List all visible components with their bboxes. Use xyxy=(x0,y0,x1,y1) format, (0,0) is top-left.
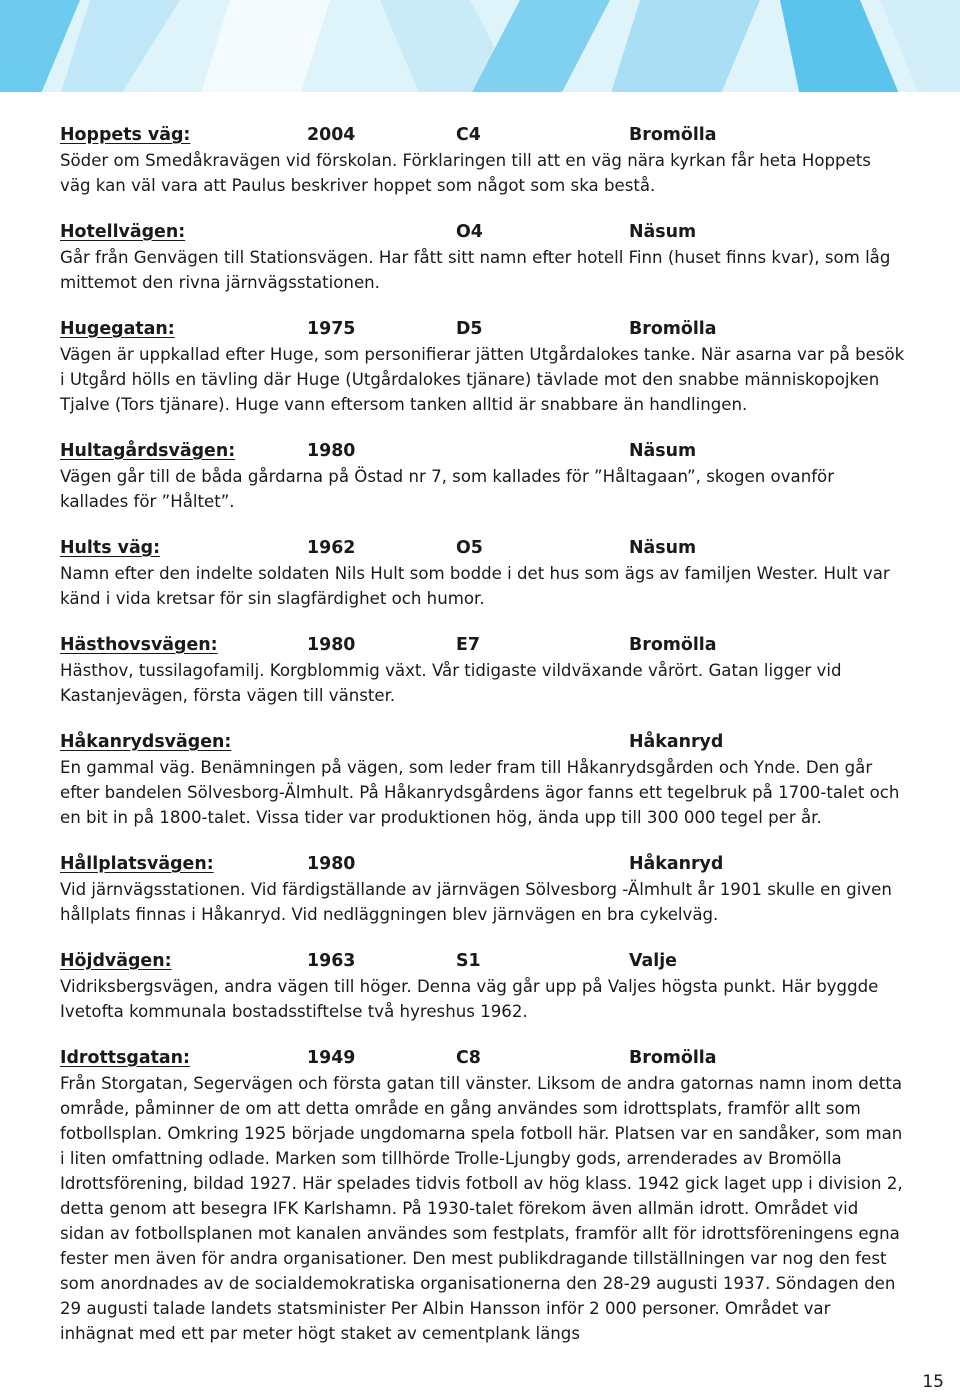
map-grid-ref: D5 xyxy=(456,319,483,339)
locality: Bromölla xyxy=(629,1048,717,1068)
entry-hasthovsvagen xyxy=(60,633,906,708)
entry-hugegatan xyxy=(60,317,906,417)
entry-header xyxy=(60,730,906,755)
street-description: Vägen går till de båda gårdarna på Östad nr 7, som kallades för ”Håltagaan”, skogen ovanför kallades för ”Håltet”. xyxy=(60,467,835,511)
page-number: 15 xyxy=(922,1372,944,1392)
street-description: Vägen är uppkallad efter Huge, som personifierar jätten Utgårdalokes tanke. När asarna var på besök i Utgård hölls en tävling där Huge (Utgårdalokes tjänare) tävlade mot den snabbe människopojken Tjalve (Tors tjänare). Huge vann eftersom tanken alltid är snabbare än handlingen. xyxy=(60,345,905,414)
street-description: Vidriksbergsvägen, andra vägen till höger. Denna väg går upp på Valjes högsta punkt. Här byggde Ivetofta kommunala bostadsstiftelse två hyreshus 1962. xyxy=(60,977,879,1021)
street-year: 1980 xyxy=(307,635,356,655)
street-year: 1980 xyxy=(307,854,356,874)
entry-hakanrydsvagen xyxy=(60,730,906,830)
map-grid-ref: C4 xyxy=(456,125,481,145)
street-name: Hotellvägen: xyxy=(60,222,186,242)
locality: Näsum xyxy=(629,538,697,558)
street-description: Vid järnvägsstationen. Vid färdigställande av järnvägen Sölvesborg -Älmhult år 1901 skulle en given hållplats finnas i Håkanryd. Vid nedläggningen blev järnvägen en bra cykelväg. xyxy=(60,880,892,924)
street-description: Går från Genvägen till Stationsvägen. Har fått sitt namn efter hotell Finn (huset finns kvar), som låg mittemot den rivna järnvägsstationen. xyxy=(60,248,891,292)
street-description: Söder om Smedåkravägen vid förskolan. Förklaringen till att en väg nära kyrkan får heta Hoppets väg kan väl vara att Paulus beskriver hoppet som något som ska bestå. xyxy=(60,151,871,195)
street-description: En gammal väg. Benämningen på vägen, som leder fram till Håkanrydsgården och Ynde. Den går efter bandelen Sölvesborg-Älmhult. På Håkanrydsgårdens ägor fanns ett tegelbruk på 1700-talet och en bit in på 1800-talet. Vissa tider var produktionen hög, ända upp till 300 000 tegel per år. xyxy=(60,758,900,827)
locality: Håkanryd xyxy=(629,732,724,752)
locality: Bromölla xyxy=(629,319,717,339)
street-name: Hugegatan: xyxy=(60,319,175,339)
entry-header xyxy=(60,317,906,342)
entry-header xyxy=(60,220,906,245)
locality: Näsum xyxy=(629,222,697,242)
locality: Håkanryd xyxy=(629,854,724,874)
street-name: Hästhovsvägen: xyxy=(60,635,218,655)
street-name: Hultagårdsvägen: xyxy=(60,441,236,461)
street-name-list xyxy=(60,123,906,1368)
entry-idrottsgatan xyxy=(60,1046,906,1346)
locality: Valje xyxy=(629,951,677,971)
entry-hojdvagen xyxy=(60,949,906,1024)
street-description: Från Storgatan, Segervägen och första gatan till vänster. Liksom de andra gatornas namn inom detta område, påminner de om att detta område en gång användes som idrottsplats, framför allt som fotbollsplan. Omkring 1925 började ungdomarna spela fotboll här. Platsen var en sandåker, som man i liten omfattning odlade. Marken som tillhörde Trolle-Ljungby gods, arrenderades av Bromölla Idrottsförening, bildad 1927. Här spelades tidvis fotboll av hög klass. 1942 gick laget upp i division 2, detta genom att besegra IFK Karlshamn. På 1930-talet förekom även allmän idrott. Området vid sidan av fotbollsplanen mot kanalen användes som festplats, framför allt för idrottsföreningens egna fester men även för andra organisationer. Den mest publikdragande tillställningen var nog den fest som anordnades av de socialdemokratiska organisationerna den 28-29 augusti 1937. Söndagen den 29 augusti talade landets statsminister Per Albin Hansson inför 2 000 personer. Området var inhägnat med ett par meter högt staket av cementplank längs xyxy=(60,1074,903,1343)
street-year: 1963 xyxy=(307,951,356,971)
map-grid-ref: S1 xyxy=(456,951,481,971)
street-name: Hoppets väg: xyxy=(60,125,191,145)
locality: Bromölla xyxy=(629,635,717,655)
map-grid-ref: O5 xyxy=(456,538,483,558)
entry-header xyxy=(60,1046,906,1071)
decorative-banner xyxy=(0,0,960,96)
entry-header xyxy=(60,633,906,658)
street-description: Hästhov, tussilagofamilj. Korgblommig växt. Vår tidigaste vildväxande vårört. Gatan ligger vid Kastanjevägen, första vägen till vänster. xyxy=(60,661,842,705)
map-grid-ref: E7 xyxy=(456,635,480,655)
banner-bottom-edge xyxy=(0,92,960,96)
street-name: Höjdvägen: xyxy=(60,951,172,971)
street-year: 2004 xyxy=(307,125,356,145)
entry-hultagardsvagen xyxy=(60,439,906,514)
street-year: 1980 xyxy=(307,441,356,461)
street-year: 1962 xyxy=(307,538,356,558)
street-name: Idrottsgatan: xyxy=(60,1048,190,1068)
locality: Näsum xyxy=(629,441,697,461)
entry-hoppets-vag xyxy=(60,123,906,198)
entry-header xyxy=(60,439,906,464)
entry-hotellvagen xyxy=(60,220,906,295)
locality: Bromölla xyxy=(629,125,717,145)
street-name: Håkanrydsvägen: xyxy=(60,732,232,752)
entry-hallplatsvagen xyxy=(60,852,906,927)
street-year: 1975 xyxy=(307,319,356,339)
map-grid-ref: O4 xyxy=(456,222,483,242)
street-name: Hults väg: xyxy=(60,538,161,558)
street-year: 1949 xyxy=(307,1048,356,1068)
entry-header xyxy=(60,536,906,561)
entry-header xyxy=(60,852,906,877)
street-description: Namn efter den indelte soldaten Nils Hult som bodde i det hus som ägs av familjen Wester. Hult var känd i vida kretsar för sin slagfärdighet och humor. xyxy=(60,564,890,608)
map-grid-ref: C8 xyxy=(456,1048,481,1068)
street-name: Hållplatsvägen: xyxy=(60,854,214,874)
entry-header xyxy=(60,123,906,148)
entry-header xyxy=(60,949,906,974)
entry-hults-vag xyxy=(60,536,906,611)
